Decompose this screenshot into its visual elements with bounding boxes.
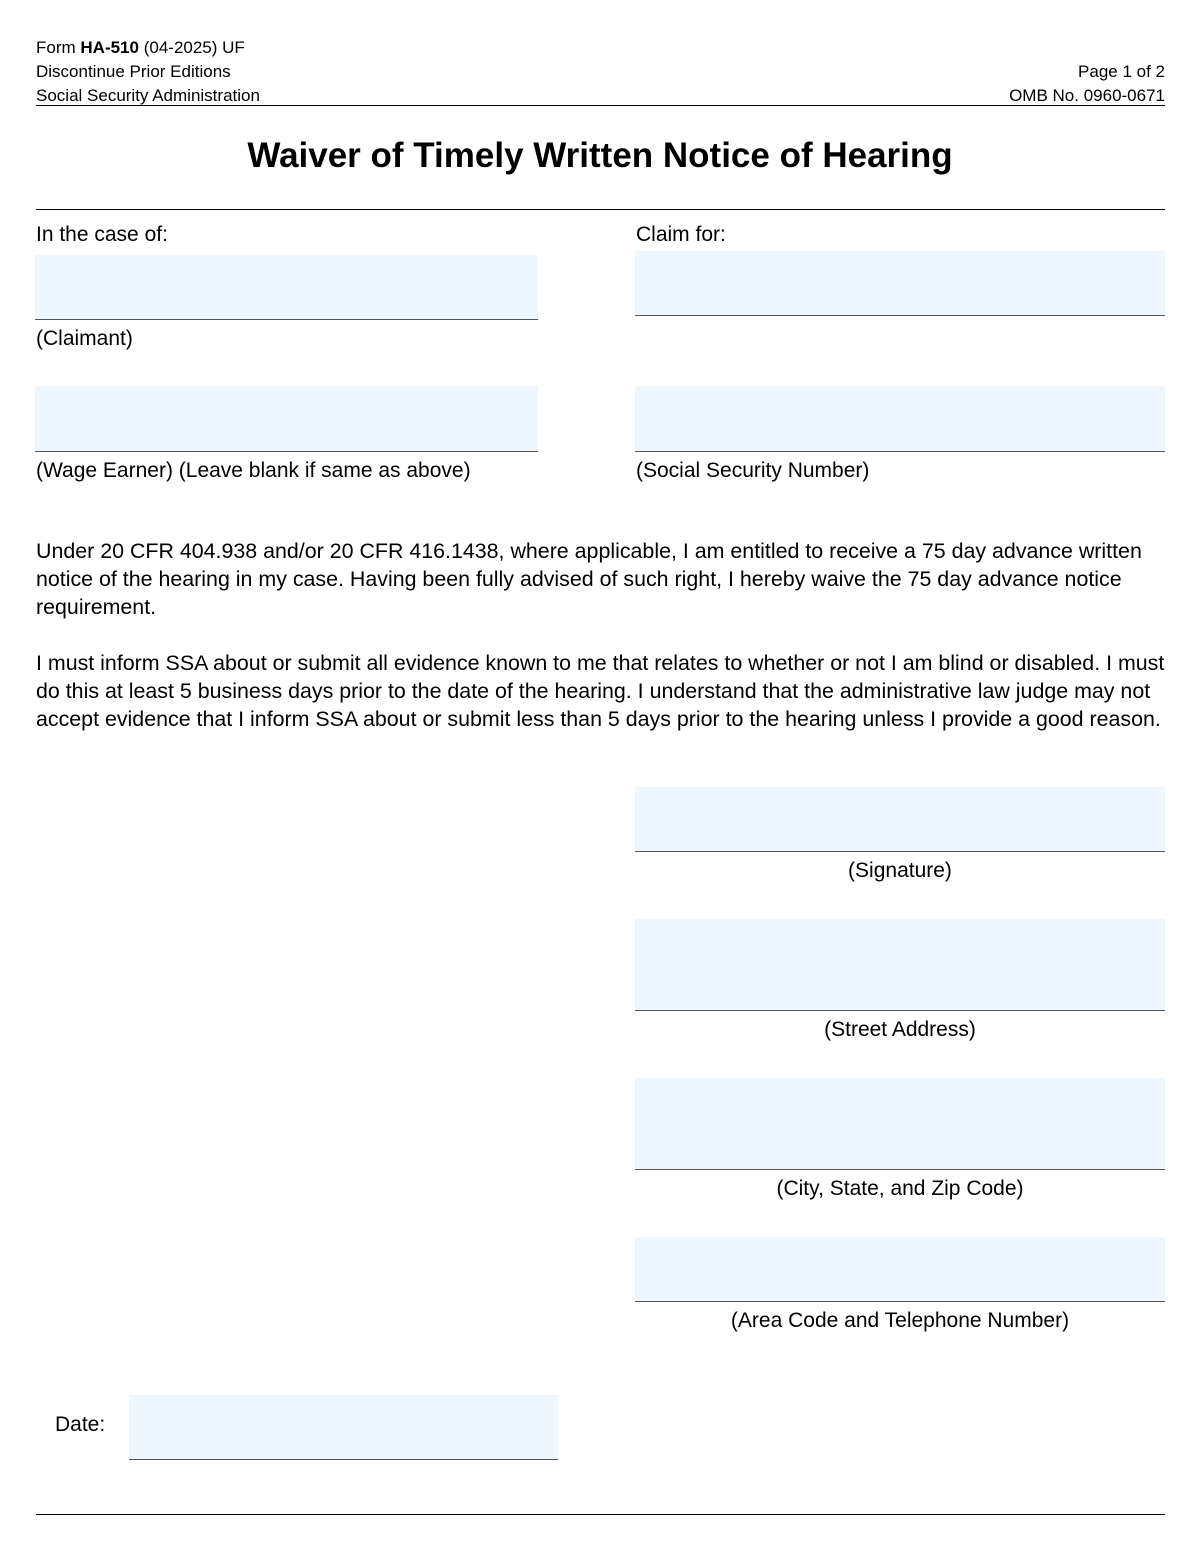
street-address-label: (Street Address): [824, 1018, 976, 1041]
wage-earner-label: (Wage Earner) (Leave blank if same as above): [36, 459, 471, 482]
city-state-zip-label: (City, State, and Zip Code): [776, 1177, 1024, 1200]
street-address-input[interactable]: [635, 919, 1165, 1011]
in-case-of-label: In the case of:: [36, 223, 168, 246]
header-rule: [36, 105, 1165, 106]
city-state-zip-input[interactable]: [635, 1078, 1165, 1170]
claimant-input[interactable]: [35, 255, 538, 320]
waiver-paragraph: Under 20 CFR 404.938 and/or 20 CFR 416.1438, where applicable, I am entitled to receive a 75 day advance written notice of the hearing in my case. Having been fully advised of such right, I hereby waive the 75 day advance notice requirement.: [36, 539, 1142, 620]
ssn-input[interactable]: [635, 386, 1165, 452]
signature-label: (Signature): [848, 859, 952, 882]
omb-number: OMB No. 0960-0671: [1009, 86, 1165, 105]
signature-input[interactable]: [635, 787, 1165, 852]
wage-earner-input[interactable]: [35, 386, 538, 452]
date-input[interactable]: [129, 1395, 558, 1460]
title-rule: [36, 209, 1165, 210]
form-edition: (04-2025) UF: [138, 38, 245, 57]
claimant-label: (Claimant): [36, 327, 133, 350]
page-number: Page 1 of 2: [1078, 62, 1165, 81]
agency-name: Social Security Administration: [36, 86, 260, 105]
telephone-input[interactable]: [635, 1237, 1165, 1302]
page-title: Waiver of Timely Written Notice of Hearing: [247, 136, 953, 175]
discontinue-note: Discontinue Prior Editions: [36, 62, 231, 81]
form-number: HA-510: [80, 38, 139, 57]
evidence-paragraph: I must inform SSA about or submit all evidence known to me that relates to whether or not I am blind or disabled. I must do this at least 5 business days prior to the date of the hearing. I understand that the administrative law judge may not accept evidence that I inform SSA about or submit less than 5 days prior to the hearing unless I provide a good reason.: [36, 651, 1165, 732]
footer-rule: [36, 1514, 1165, 1515]
form-id: [36, 38, 245, 58]
form-prefix: Form: [36, 38, 81, 57]
telephone-label: (Area Code and Telephone Number): [730, 1309, 1070, 1332]
claim-for-input[interactable]: [635, 251, 1165, 316]
date-label: Date:: [55, 1413, 106, 1436]
claim-for-label: Claim for:: [636, 223, 726, 246]
ssn-label: (Social Security Number): [636, 459, 870, 482]
